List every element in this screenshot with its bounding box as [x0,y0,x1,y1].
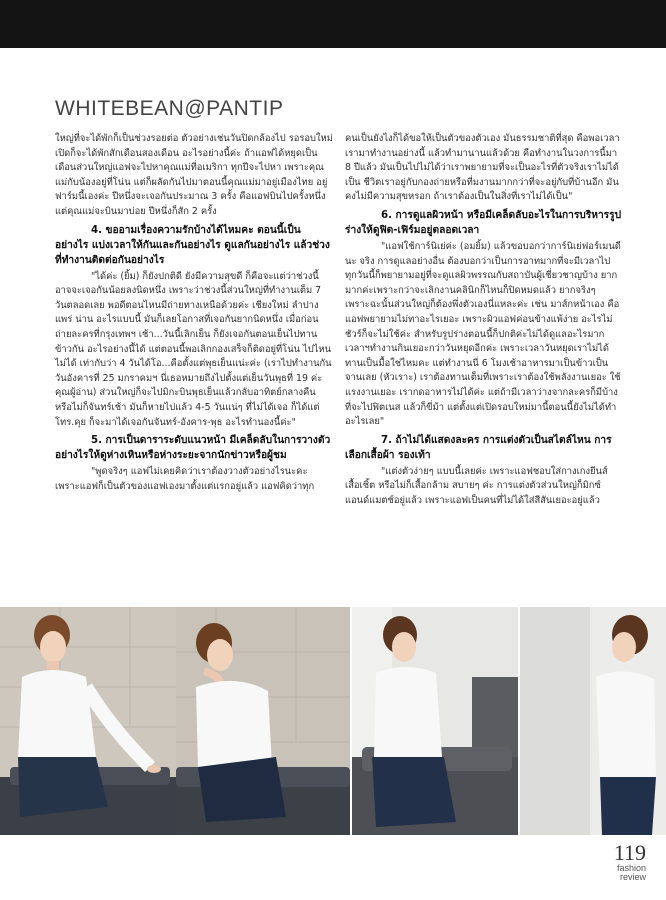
page-footer [614,842,646,882]
top-bar [0,0,666,48]
body-paragraph: "พูดจริงๆ แอฟไม่เคยคิดว่าเราต้องวางตัวอย่างไรนะคะ เพราะแอฟก็เป็นตัวของแอฟเองมาตั้งแต่แรกอยู่แล้ว แอฟคิดว่าทุก [55,466,315,492]
question-heading: 6. การดูแลผิวหน้า หรือมีเคล็ดลับอะไรในการบริหารรูปร่างให้ดูฟิต-เฟิร์มอยู่ตลอดเวลา [345,209,622,236]
photo-1 [0,607,176,835]
body-paragraph: ใหญ่ที่จะได้พักก็เป็นช่วงรอยต่อ ตัวอย่างเช่นวันปิดกล้องไป รอรอบใหม่เปิดก็จะได้พักสักเดือนสองเดือน อะไรอย่างนี้ค่ะ ถ้าแอฟได้หยุดเป็นเดือนส่วนใหญ่แอฟจะไปหาคุณแม่ที่อเมริกา ทุกปีจะไปหา เพราะคุณแม่กับน้องอยู่ที่โน่น แต่ก็ผลัดกันไปมาตอนนี้คุณแม่มาอยู่เมืองไทย อยู่ฟาร์มนี้เองค่ะ ปีหนึ่งจะเจอกันประมาณ 3 ครั้ง คือแอฟบินไปครั้งหนึ่ง แต่คุณแม่จะบินมาบ่อย ปีหนึ่งก็สัก 2 ครั้ง [55,133,333,217]
photo-3 [352,607,518,835]
left-column [55,132,333,494]
body-paragraph: "ได้ค่ะ (ยิ้ม) ก็ยังปกติดี ยังมีความสุขดี ก็คือจะแต่ว่าช่วงนี้อาจจะเจอกันน้อยลงนิดหนึ่ง เพราะว่าช่วงนี้ส่วนใหญ่ที่ทำงานเต็ม 7 วันตลอดเลย พอดีตอนไหนมีถ่ายทางเหนือด้วยค่ะ เชียงใหม่ ลำปาง แพร่ น่าน อะไรแบบนี้ มันก็เลยโอกาสที่เจอกันยากนิดหนึ่ง เมื่อก่อนถ่ายละครที่กรุงเทพฯ เช้า...วันนี้เลิกเย็น ก็ยังเจอกันตอนเย็นไปทานข้าวกัน อะไรอย่างนี้ได้ แต่ตอนนี้พอเลิกกองเสร็จก็ติดอยู่ที่โน่น ไปไหนไม่ได้ เท่ากับว่า 4 วันได้โอ...คือตั้งแต่พุธเย็นแน่ะค่ะ (เราไปทำงานกันวันอังคารที่ 25 มกราคมฯ นี่เธอหมายถึงไปตั้งแต่เย็นวันพุธที่ 19 ค่ะคุณผู้อ่าน) ส่วนใหญ่ก็จะไปมิกะบินพุธเย็นแล้วกลับอาทิตย์กลางคืน หรือไม่ก็จันทร์เช้า มันก็หายไปแล้ว 4-5 วันแน่ๆ ที่ไม่ได้เจอ ก็ได้แต่โทร.คุย ก็จะมาได้เจอกันจันทร์-อังคาร-พุธ อะไรทำนองนี้ค่ะ" [55,270,332,428]
body-paragraph: "แต่งตัวง่ายๆ แบบนี้เลยค่ะ เพราะแอฟชอบใส่กางเกงยีนส์ เสื้อเชิ้ต หรือไม่ก็เสื้อกล้าม สบายๆ ค่ะ การแต่งตัวส่วนใหญ่ก็มิกซ์แอนด์แมตช์อยู่แล้ว เพราะแอฟเป็นคนที่ไม่ได้ใส่สีสันเยอะอยู่แล้ว [345,465,608,506]
question-heading: 7. ถ้าไม่ได้แสดงละคร การแต่งตัวเป็นสไตล์ไหน การเลือกเสื้อผ้า รองเท้า [345,434,612,461]
watermark-text: WHITEBEAN@PANTIP [55,97,284,120]
page-number: 119 [613,840,646,865]
brand-line-2: review [619,872,646,882]
body-paragraph: คนเป็นยังไงก็ได้ขอให้เป็นตัวของตัวเอง มันธรรมชาติที่สุด คือพอเวลาเรามาทำงานอย่างนี้ แล้วทำมานานแล้วด้วย คือทำงานในวงการนี้มา 8 ปีแล้ว มันเป็นไปไม่ได้ว่าเราพยายามที่จะเป็นอะไรที่ตัวจริงเราไม่ได้เป็น ชีวิตเราอยู่กับกองถ่ายหรือที่มงานมากกว่าที่จะอยู่กับที่บ้านอีก มันคงไม่มีความสุขหรอก ถ้าเราต้องเป็นในสิ่งที่เราไม่ได้เป็น" [345,133,620,203]
photo-2 [176,607,350,835]
right-column [345,132,623,508]
question-heading: 5. การเป็นดาราระดับแนวหน้า มีเคล็ดลับในการวางตัวอย่างไรให้ดูห่างเหินหรือห่างระยะจากนักข่าวหรือผู้ชม [55,435,331,462]
question-heading: 4. ขออามเรื่องความรักบ้างได้ไหมคะ ตอนนี้เป็นอย่างไร แบ่งเวลาให้กันและกันอย่างไร ดูแลกันอย่างไร แล้วช่วงที่ทำงานติดต่อกันอย่างไร [55,224,330,266]
photo-strip [0,607,666,835]
photo-4 [520,607,666,835]
brand-line-1: fashion [616,863,646,873]
body-paragraph: "แอฟใช้การ์นิเย่ค่ะ (อมยิ้ม) แล้วขอบอกว่าการ์นิเย่ฟอร์เมนดีนะ จริง การดูแลอย่างอื่น ต้องบอกว่าเป็นการอาทมากที่จะมีเวลาไป ทุกวันนี้ก็พยายามอยู่ที่จะดูแลผิวพรรณกับสถาบันผู้เชี่ยวชาญบ้าง ยากมากค่ะเพราะกว่าจะเลิกงานคลินิกก็ไหนก็ปิดหมดแล้ว ยากจริงๆ เพราะฉะนั้นส่วนใหญ่ก็ต้องพึ่งตัวเองนี่แหละค่ะ เช่น มาส์กหน้าเอง คือแอฟพยายามไม่ทาอะไรเยอะ เพราะผิวแอฟค่อนข้างแพ้ง่าย อะไรไม่ชัวร์ก็จะไม่ใช้ค่ะ สำหรับรูปร่างตอนนี้ก็ปกติค่ะไม่ได้ดูแลอะไรมาก เวลาฯทำงานกินเยอะกว่าวันหยุดอีกค่ะ เพราะเวลาวันหยุดเราไม่ได้ทานเป็นมื้อใช่ไหมคะ แต่ทำงานนี่ 6 โมงเช้าอาหารมาเป็นข้าวเป็นจานเลย (หัวเราะ) เราต้องทานเต็มที่เพราะเราต้องใช้พลังงานเยอะ ใช้แรงงานเยอะ เรากดอาหารไม่ได้ค่ะ แต่ถ้ามีเวลาว่างจากละครก็มีบ้างที่จะไปฟิตเนส แล้วก็ขี่ม้า แต่ตั้งแต่เปิดรอบใหม่มานี้ตอนนี้ยังไม่ได้ทำอะไรเลย" [345,240,621,428]
